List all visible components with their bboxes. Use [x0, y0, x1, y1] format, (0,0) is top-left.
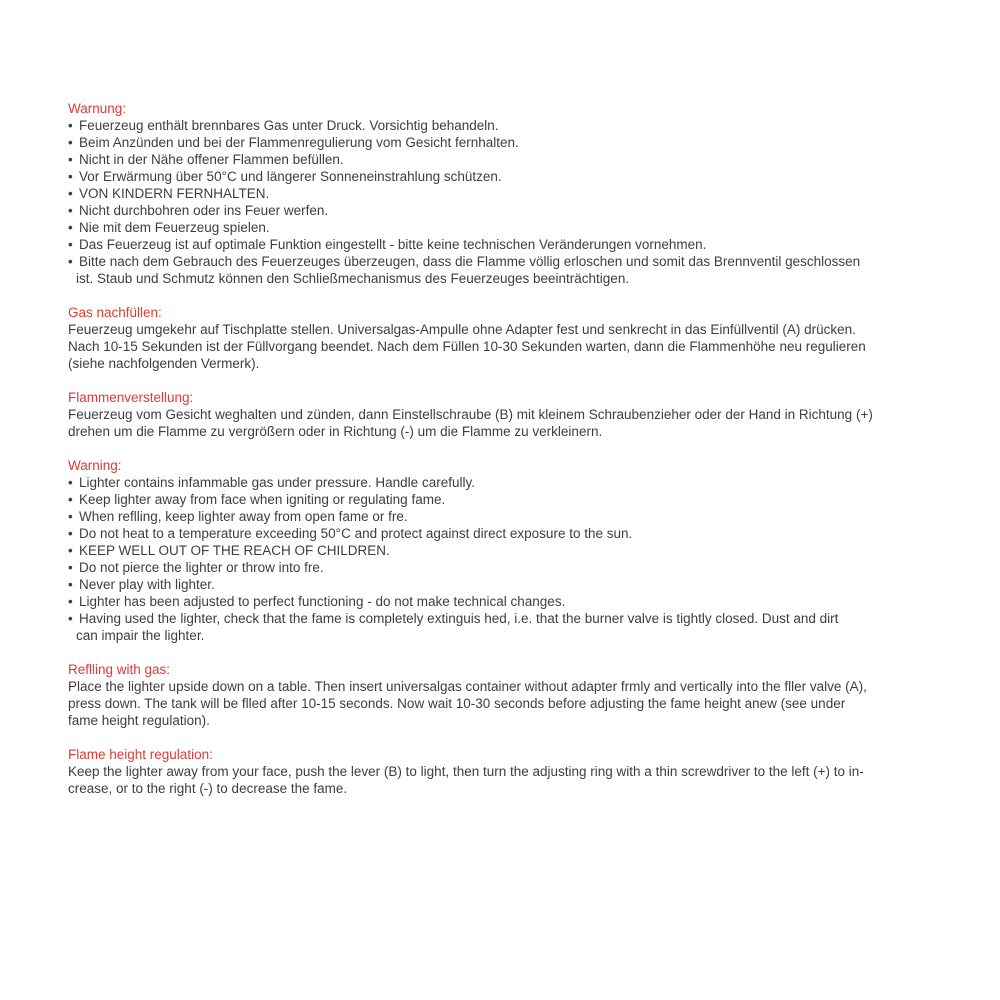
- text-line: [68, 576, 928, 593]
- section: [68, 100, 928, 287]
- line-text: Bitte nach dem Gebrauch des Feuerzeuges überzeugen, dass die Flamme völlig erloschen und somit das Brennventil geschlossen: [79, 254, 861, 269]
- section: [68, 746, 928, 797]
- line-text: Keep the lighter away from your face, push the lever (B) to light, then turn the adjusting ring with a thin screwdriver to the left (+) to in-: [68, 764, 864, 779]
- text-line: [68, 542, 928, 559]
- text-line: [68, 610, 928, 627]
- section: [68, 661, 928, 729]
- text-line: [68, 253, 928, 270]
- section-heading: Gas nachfüllen:: [68, 305, 162, 320]
- text-line: [68, 763, 928, 780]
- line-text: Place the lighter upside down on a table. Then insert universalgas container without adapter frmly and vertically into the fller valve (A),: [68, 679, 867, 694]
- bullet-marker: •: [68, 492, 73, 507]
- bullet-marker: •: [68, 509, 73, 524]
- line-text: Nicht in der Nähe offener Flammen befüllen.: [79, 152, 344, 167]
- line-text: fame height regulation).: [68, 713, 210, 728]
- section-heading: Flame height regulation:: [68, 747, 213, 762]
- line-text: crease, or to the right (-) to decrease the fame.: [68, 781, 348, 796]
- line-text: Feuerzeug umgekehr auf Tischplatte stellen. Universalgas-Ampulle ohne Adapter fest und senkrecht in das Einfüllventil (A) drücken.: [68, 322, 856, 337]
- bullet-marker: •: [68, 594, 73, 609]
- line-text: When reflling, keep lighter away from open fame or fre.: [79, 509, 408, 524]
- line-text: KEEP WELL OUT OF THE REACH OF CHILDREN.: [79, 543, 390, 558]
- bullet-marker: •: [68, 475, 73, 490]
- line-text: Nach 10-15 Sekunden ist der Füllvorgang beendet. Nach dem Füllen 10-30 Sekunden warten, dann die Flammenhöhe neu regulieren: [68, 339, 866, 354]
- line-text: Do not pierce the lighter or throw into fre.: [79, 560, 324, 575]
- section-heading: Flammenverstellung:: [68, 390, 194, 405]
- line-text: (siehe nachfolgenden Vermerk).: [68, 356, 260, 371]
- bullet-marker: •: [68, 611, 73, 626]
- text-line: [68, 185, 928, 202]
- bullet-marker: •: [68, 560, 73, 575]
- line-text: Nie mit dem Feuerzeug spielen.: [79, 220, 270, 235]
- text-line: [68, 202, 928, 219]
- line-text: VON KINDERN FERNHALTEN.: [79, 186, 270, 201]
- text-line: [68, 423, 928, 440]
- text-line: [68, 474, 928, 491]
- bullet-marker: •: [68, 220, 73, 235]
- instruction-sheet: [68, 100, 928, 814]
- text-line: [68, 491, 928, 508]
- line-text: Feuerzeug vom Gesicht weghalten und zünden, dann Einstellschraube (B) mit kleinem Schraubenzieher oder der Hand in Richtung (+): [68, 407, 873, 422]
- text-line: [68, 168, 928, 185]
- bullet-marker: •: [68, 135, 73, 150]
- line-text: Lighter contains infammable gas under pressure. Handle carefully.: [79, 475, 475, 490]
- bullet-marker: •: [68, 152, 73, 167]
- text-line: [68, 355, 928, 372]
- text-line: [68, 321, 928, 338]
- line-text: Do not heat to a temperature exceeding 50°C and protect against direct exposure to the sun.: [79, 526, 633, 541]
- line-text: can impair the lighter.: [76, 628, 205, 643]
- section: [68, 457, 928, 644]
- line-text: Keep lighter away from face when igniting or regulating fame.: [79, 492, 446, 507]
- section-heading: Reflling with gas:: [68, 662, 171, 677]
- text-line: [68, 593, 928, 610]
- line-text: Having used the lighter, check that the fame is completely extinguis hed, i.e. that the burner valve is tightly closed. Dust and dirt: [79, 611, 839, 626]
- text-line: [68, 219, 928, 236]
- line-text: Feuerzeug enthält brennbares Gas unter Druck. Vorsichtig behandeln.: [79, 118, 499, 133]
- bullet-marker: •: [68, 186, 73, 201]
- text-line: [68, 695, 928, 712]
- text-line: [68, 508, 928, 525]
- text-line: [68, 678, 928, 695]
- line-text: press down. The tank will be flled after 10-15 seconds. Now wait 10-30 seconds before adjusting the fame height anew (see under: [68, 696, 846, 711]
- text-line: [68, 236, 928, 253]
- text-line: [68, 559, 928, 576]
- bullet-marker: •: [68, 526, 73, 541]
- bullet-marker: •: [68, 169, 73, 184]
- text-line: [68, 525, 928, 542]
- section: [68, 389, 928, 440]
- line-text: Nicht durchbohren oder ins Feuer werfen.: [79, 203, 329, 218]
- text-line: [68, 780, 928, 797]
- text-line: [68, 117, 928, 134]
- line-text: Lighter has been adjusted to perfect functioning - do not make technical changes.: [79, 594, 566, 609]
- line-text: Vor Erwärmung über 50°C und längerer Sonneneinstrahlung schützen.: [79, 169, 502, 184]
- bullet-marker: •: [68, 118, 73, 133]
- text-line: [68, 134, 928, 151]
- bullet-marker: •: [68, 237, 73, 252]
- bullet-marker: •: [68, 543, 73, 558]
- bullet-marker: •: [68, 203, 73, 218]
- line-text: Beim Anzünden und bei der Flammenregulierung vom Gesicht fernhalten.: [79, 135, 519, 150]
- bullet-marker: •: [68, 577, 73, 592]
- line-text: drehen um die Flamme zu vergrößern oder in Richtung (-) um die Flamme zu verkleinern.: [68, 424, 603, 439]
- line-text: ist. Staub und Schmutz können den Schließmechanismus des Feuerzeuges beeinträchtigen.: [76, 271, 630, 286]
- line-text: Never play with lighter.: [79, 577, 215, 592]
- text-line: [68, 270, 928, 287]
- text-line: [68, 338, 928, 355]
- section-heading: Warnung:: [68, 101, 127, 116]
- section-heading: Warning:: [68, 458, 122, 473]
- bullet-marker: •: [68, 254, 73, 269]
- text-line: [68, 151, 928, 168]
- line-text: Das Feuerzeug ist auf optimale Funktion eingestellt - bitte keine technischen Veränderungen vornehmen.: [79, 237, 707, 252]
- text-line: [68, 406, 928, 423]
- text-line: [68, 712, 928, 729]
- text-line: [68, 627, 928, 644]
- section: [68, 304, 928, 372]
